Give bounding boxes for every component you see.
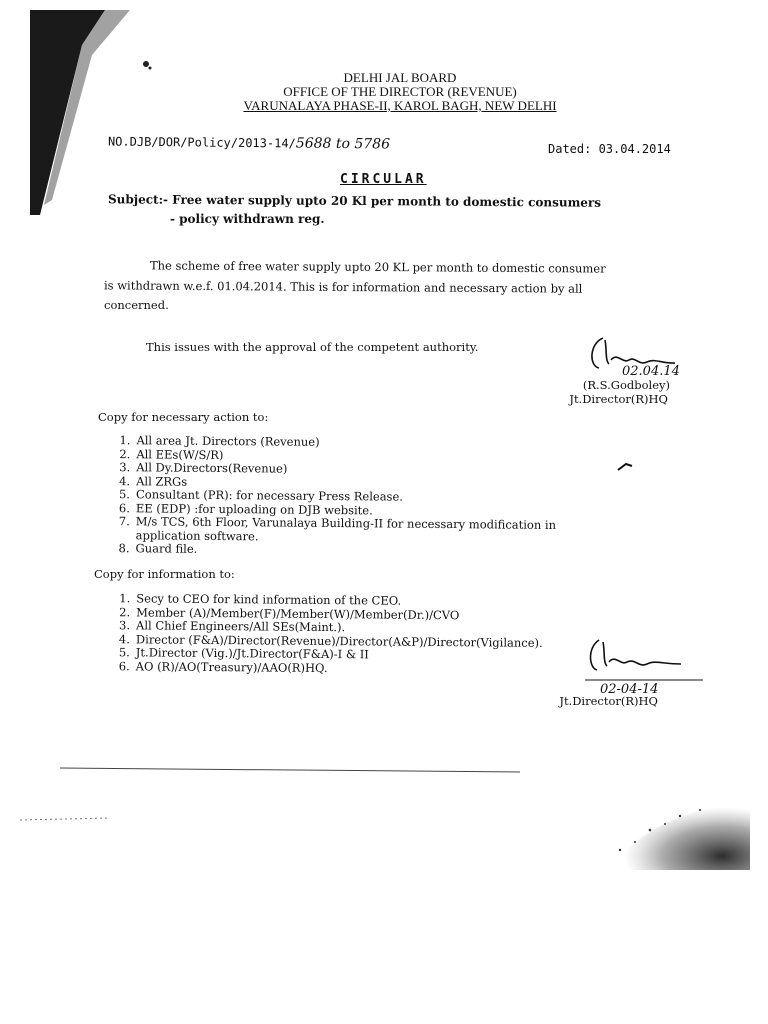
body-para2: This issues with the approval of the competent authority. — [146, 340, 479, 354]
list-item: 1. Secy to CEO for kind information of the CEO. — [119, 591, 402, 608]
copy-info-list — [108, 592, 543, 677]
list-item: 3. All Chief Engineers/All SEs(Maint.). — [119, 618, 346, 635]
signature-date-2: 02-04-14 — [600, 682, 659, 697]
reference-number: NO.DJB/DOR/Policy/2013-14/ — [107, 134, 296, 151]
list-item: 5. Consultant (PR): for necessary Press Release. — [118, 487, 404, 504]
list-item: 3. All Dy.Directors(Revenue) — [119, 460, 288, 476]
signatory-designation-1: Jt.Director(R)HQ — [569, 392, 668, 406]
reference-line — [108, 131, 390, 153]
subject-line-2: - policy withdrawn reg. — [170, 212, 325, 226]
list-item: 2. Member (A)/Member(F)/Member(W)/Member(Dr.)/CVO — [119, 604, 460, 622]
list-item: 6. AO (R)/AO(Treasury)/AAO(R)HQ. — [118, 658, 328, 675]
signatory-designation-2: Jt.Director(R)HQ — [559, 694, 658, 708]
list-item: 1. All area Jt. Directors (Revenue) — [119, 433, 320, 449]
copy-info-heading: Copy for information to: — [94, 567, 235, 581]
scan-noise — [590, 780, 750, 870]
signatory-name: (R.S.Godboley) — [582, 378, 670, 392]
list-item: 4. Director (F&A)/Director(Revenue)/Director(A&P)/Director(Vigilance). — [118, 631, 543, 650]
list-item: application software. — [135, 527, 259, 543]
signature-scribble-2 — [585, 634, 705, 684]
list-item: 7. M/s TCS, 6th Floor, Varunalaya Building-II for necessary modification in — [118, 514, 557, 532]
body-para1-line3: concerned. — [104, 298, 169, 312]
office-name: OFFICE OF THE DIRECTOR (REVENUE) — [283, 84, 517, 99]
list-item: 5. Jt.Director (Vig.)/Jt.Director(F&A)-I & II — [118, 645, 369, 662]
list-item: 4. All ZRGs — [119, 473, 188, 489]
pen-mark — [616, 460, 636, 474]
dated: Dated: 03.04.2014 — [548, 142, 671, 156]
circular-title: CIRCULAR — [340, 172, 427, 187]
body-para1-line1: The scheme of free water supply upto 20 KL per month to domestic consumer — [149, 258, 606, 276]
signature-date-1: 02.04.14 — [622, 364, 680, 379]
list-item: 8. Guard file. — [118, 541, 198, 556]
list-item: 6. EE (EDP) :for uploading on DJB website. — [118, 500, 373, 517]
subject-line-1: Subject:- Free water supply upto 20 Kl per month to domestic consumers — [107, 192, 602, 210]
office-address: VARUNALAYA PHASE-II, KAROL BAGH, NEW DELHI — [243, 98, 557, 113]
body-para1-line2: is withdrawn w.e.f. 01.04.2014. This is for information and necessary action by all — [103, 278, 583, 296]
copy-action-list — [107, 434, 556, 559]
list-item: 2. All EEs(W/S/R) — [119, 446, 224, 462]
org-name: DELHI JAL BOARD — [343, 70, 457, 85]
copy-action-heading: Copy for necessary action to: — [98, 410, 269, 424]
handwritten-reference-range: 5688 to 5786 — [295, 135, 391, 153]
